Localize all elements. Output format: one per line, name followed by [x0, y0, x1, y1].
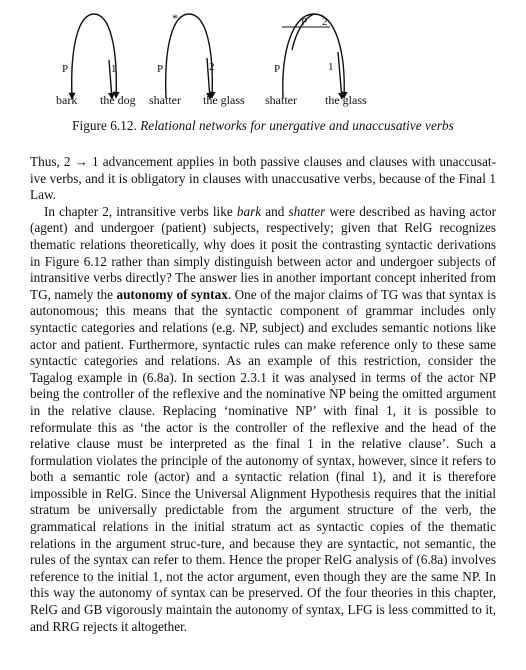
arc-1-glass	[338, 52, 342, 99]
relational-networks-figure	[0, 0, 526, 118]
figure-caption	[0, 118, 526, 134]
rel-1: 1	[111, 63, 117, 75]
paragraph-main	[30, 204, 496, 635]
node-the-glass: the glass	[203, 93, 245, 107]
rel-p: P	[62, 63, 69, 75]
arc-p-shatter	[166, 14, 213, 98]
rel-p-initial: P	[301, 16, 308, 28]
network-shatter	[149, 14, 245, 107]
text-run: and	[261, 203, 289, 219]
text-run: . One of the major claims of TG was that syntax is autonomous; this means that the syntactic component of grammar includes only syntactic categories and relations (e.g. NP, subject) and excludes semantic notions like actor and patient. Furthermore, syntactic rules can make reference only to these same syntactic categories and relations. As an example of this restriction, consider the Tagalog example in (6.8a). In section 2.3.1 it was analysed in terms of the actor NP being the controller of the reflexive and the nominative NP being the omitted argument in the relative clause. Replacing ‘nominative NP’ with final 1, it is possible to reformulate this as ‘the actor is the controller of the reflexive and the head of the relative clause must be interpreted as the final 1 in the relative clause’. Such a formulation violates the principle of the autonomy of syntax, however, since it refers to both a semantic role (actor) and a syntactic relation (final 1), and it is therefore impossible in RelG. Since the Universal Alignment Hypothesis requires that the initial stratum be universally predictable from the argument structure of the verb, the grammatical relations in the initial stratum act as syntactic copies of the thematic relations in the argument struc-ture, and because they are syntactic, not semantic, the rules of the syntax can refer to them. Hence the proper RelG analysis of (6.8a) involves reference to the initial 1, not the actor argument, even though they are the same NP. In this way the autonomy of syntax can be preserved. Of the four theories in this chapter, RelG and GB vigorously maintain the autonomy of syntax, LFG is less committed to it, and RRG rejects it altogether.	[30, 286, 496, 634]
network-shatter-advanced	[265, 14, 367, 107]
node-bark: bark	[56, 93, 78, 107]
arc-p-bark	[72, 14, 117, 98]
figure-number: Figure 6.12.	[72, 118, 137, 133]
key-term: autonomy of syntax	[116, 286, 228, 302]
body-text	[30, 154, 496, 635]
rel-2: 2	[209, 61, 215, 73]
paragraph-intro	[30, 154, 496, 204]
figure-title: Relational networks for unergative and unaccusative verbs	[140, 118, 454, 133]
example-word: shatter	[288, 203, 326, 219]
rel-2-initial: 2	[322, 16, 328, 28]
rel-p: P	[157, 63, 164, 75]
text-run: Thus, 2 → 1 advancement applies in both passive clauses and clauses with unaccusat-ive verbs, and it is obligatory in clauses with unaccusative verbs, because of the Final 1 Law.	[30, 154, 496, 203]
network-bark	[56, 14, 136, 107]
ungrammatical-asterisk: *	[172, 11, 178, 25]
node-shatter: shatter	[149, 93, 181, 107]
rel-p-final: P	[274, 63, 281, 75]
node-shatter: shatter	[265, 93, 297, 107]
text-run: were described as having actor (agent) and undergoer (patient) subjects, respectively; given that RelG recognizes thematic relations theoretically, why does it posit the contrasting syntactic derivations in Figure 6.12 rather than simply distinguish between actor and undergoer subjects of intransitive verbs directly? The answer lies in another important concept inherited from TG, namely the	[30, 203, 496, 302]
example-word: bark	[236, 203, 262, 219]
node-the-dog: the dog	[100, 93, 136, 107]
node-the-glass: the glass	[325, 93, 367, 107]
rel-1-final: 1	[328, 61, 334, 73]
text-run: In chapter 2, intransitive verbs like	[44, 203, 237, 219]
